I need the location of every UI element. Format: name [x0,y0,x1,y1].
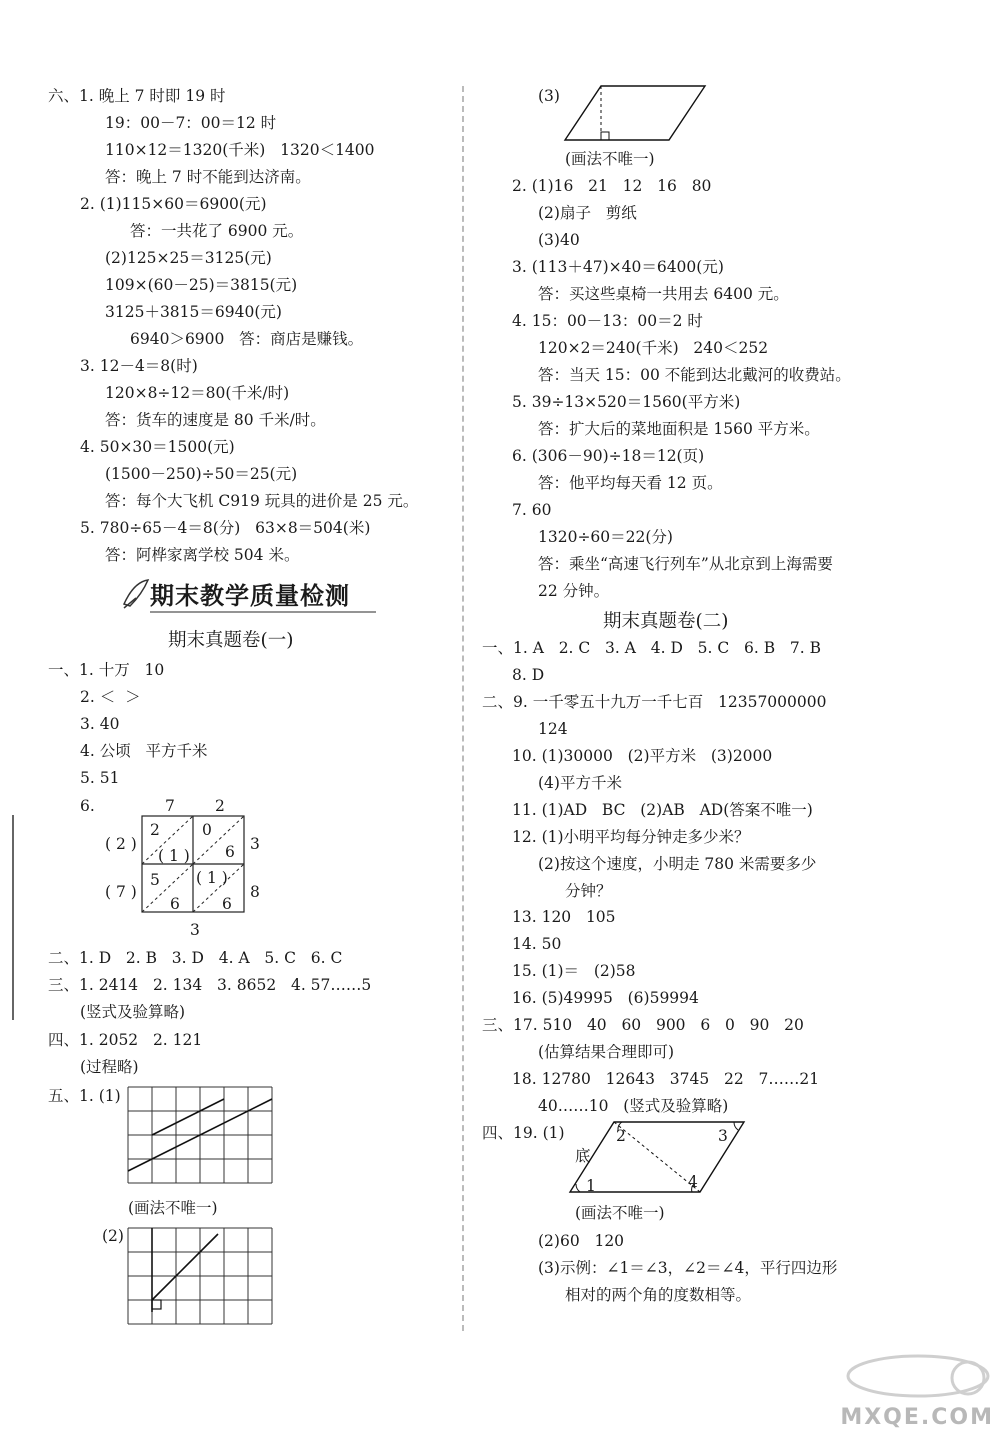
answer-line: 3. (113＋47)×40＝6400(元) [512,258,724,276]
answer-line: 三、1. 2414 2. 134 3. 8652 4. 57……5 [48,976,372,994]
answer-line: (4)平方千米 [538,774,622,792]
answer-line: 答：一共花了 6900 元。 [130,222,304,240]
answer-line: (3)示例：∠1＝∠3，∠2＝∠4，平行四边形 [538,1259,838,1277]
answer-line: 18. 12780 12643 3745 22 7……21 [512,1070,820,1088]
answer-line: 6940＞6900 答：商店是赚钱。 [130,330,364,348]
answer-line: 5. 51 [80,769,120,787]
grid-cell-digit: 2 [150,821,160,839]
paper-title: 期末真题卷(一) [168,630,294,651]
answer-line: 15. (1)＝ (2)58 [512,962,636,980]
answer-line: 答：货车的速度是 80 千米/时。 [105,411,326,429]
answer-line: 40……10 (竖式及验算略) [538,1097,729,1115]
answer-line: 124 [538,720,568,738]
answer-line: 一、1. A 2. C 3. A 4. D 5. C 6. B 7. B [482,639,822,657]
answer-line: 13. 120 105 [512,908,616,926]
grid-left-digit: ( 2 ) [105,835,137,853]
grid-cell-digit: 5 [150,871,160,889]
section-banner-title: 期末教学质量检测 [150,582,350,610]
figure-label: 底 [575,1147,591,1165]
answer-line: (2)60 120 [538,1232,625,1250]
answer-line: 一、1. 十万 10 [48,661,165,679]
answer-line: 答：扩大后的菜地面积是 1560 平方米。 [538,420,820,438]
answer-line: 5. 780÷65－4＝8(分) 63×8＝504(米) [80,519,371,537]
grid-bottom-digit: 3 [190,921,200,939]
answer-line: 4. 50×30＝1500(元) [80,438,235,456]
answer-line: 6. (306－90)÷18＝12(页) [512,447,705,465]
grid-cell-digit: 6 [225,843,235,861]
lattice-multiplication-grid [100,794,280,934]
answer-note: (画法不唯一) [575,1204,665,1222]
answer-line: 五、1. (1) [48,1087,121,1105]
answer-line: 答：每个大飞机 C919 玩具的进价是 25 元。 [105,492,419,510]
answer-line: 答：买这些桌椅一共用去 6400 元。 [538,285,789,303]
answer-line: (过程略) [80,1058,139,1076]
answer-line: 2. ＜ ＞ [80,688,141,706]
answer-line: 3125＋3815＝6940(元) [105,303,282,321]
answer-line: 22 分钟。 [538,582,610,600]
answer-note: (画法不唯一) [128,1199,218,1217]
grid-right-digit: 3 [250,835,260,853]
answer-line: (2) [102,1227,124,1245]
answer-line: 三、17. 510 40 60 900 6 0 90 20 [482,1016,804,1034]
grid-right-digit: 8 [250,883,260,901]
answer-line: 答：乘坐“高速飞行列车”从北京到上海需要 [538,555,833,573]
answer-line: 答：晚上 7 时不能到达济南。 [105,168,311,186]
grid-top-digit: 7 [165,797,175,815]
answer-line: (2)按这个速度，小明走 780 米需要多少 [538,855,817,873]
answer-line: (估算结果合理即可) [538,1043,675,1061]
answer-line: 4. 公顷 平方千米 [80,742,208,760]
answer-line: 3. 40 [80,715,120,733]
angle-label: 4 [688,1173,698,1191]
answer-line: 14. 50 [512,935,562,953]
answer-line: 110×12＝1320(千米) 1320＜1400 [105,141,375,159]
answer-line: 答：他平均每天看 12 页。 [538,474,723,492]
angle-label: 2 [616,1127,626,1145]
grid-cell-digit: 6 [170,895,180,913]
answer-line: 12. (1)小明平均每分钟走多少米？ [512,828,750,846]
answer-line: 六、1. 晚上 7 时即 19 时 [48,87,226,105]
answer-line: 16. (5)49995 (6)59994 [512,989,699,1007]
answer-note: (画法不唯一) [565,150,655,168]
page-edge-mark [0,815,14,1020]
grid-left-digit: ( 7 ) [105,883,137,901]
answer-line: 2. (1)16 21 12 16 80 [512,177,712,195]
parallel-lines-grid [128,1087,273,1187]
paper-title: 期末真题卷(二) [603,611,729,632]
grid-cell-digit: ( 1 ) [196,869,228,887]
answer-line: 分钟？ [565,882,612,900]
answer-line: 2. (1)115×60＝6900(元) [80,195,267,213]
answer-line: 11. (1)AD BC (2)AB AD(答案不唯一) [512,801,813,819]
answer-line: 10. (1)30000 (2)平方米 (3)2000 [512,747,773,765]
answer-line: (2)扇子 剪纸 [538,204,637,222]
answer-line: 7. 60 [512,501,552,519]
answer-line: (竖式及验算略) [80,1003,186,1021]
angle-label: 1 [586,1177,596,1195]
answer-line: 四、1. 2052 2. 121 [48,1031,203,1049]
answer-line: 二、1. D 2. B 3. D 4. A 5. C 6. C [48,949,343,967]
parallelogram-height-figure [565,84,710,144]
answer-line: 1320÷60＝22(分) [538,528,673,546]
answer-line: 120×2＝240(千米) 240＜252 [538,339,769,357]
grid-cell-digit: ( 1 ) [158,847,190,865]
answer-line: (3) [538,87,560,105]
grid-top-digit: 2 [215,797,225,815]
answer-line: 8. D [512,666,545,684]
angle-label: 3 [718,1127,728,1145]
answer-line: 19：00－7：00＝12 时 [105,114,277,132]
column-divider [462,86,464,1331]
answer-line: 二、9. 一千零五十九万一千七百 12357000000 [482,693,827,711]
answer-line: 109×(60－25)＝3815(元) [105,276,298,294]
answer-line: 四、19. (1) [482,1124,565,1142]
answer-line: 5. 39÷13×520＝1560(平方米) [512,393,741,411]
answer-line: 答：当天 15：00 不能到达北戴河的收费站。 [538,366,851,384]
answer-line: 答：阿桦家离学校 504 米。 [105,546,300,564]
answer-line: 6. [80,797,95,815]
answer-line: 3. 12－4＝8(时) [80,357,198,375]
answer-line: (3)40 [538,231,580,249]
answer-line: 相对的两个角的度数相等。 [565,1286,752,1304]
answer-line: 120×8÷12＝80(千米/时) [105,384,290,402]
answer-line: 4. 15：00－13：00＝2 时 [512,312,703,330]
grid-cell-digit: 0 [202,821,212,839]
pen-icon [124,580,148,606]
answer-line: (1500－250)÷50＝25(元) [105,465,298,483]
grid-cell-digit: 6 [222,895,232,913]
site-watermark-text: MXQE.COM [840,1405,994,1430]
answer-line: (2)125×25＝3125(元) [105,249,272,267]
perpendicular-lines-grid [128,1228,273,1328]
